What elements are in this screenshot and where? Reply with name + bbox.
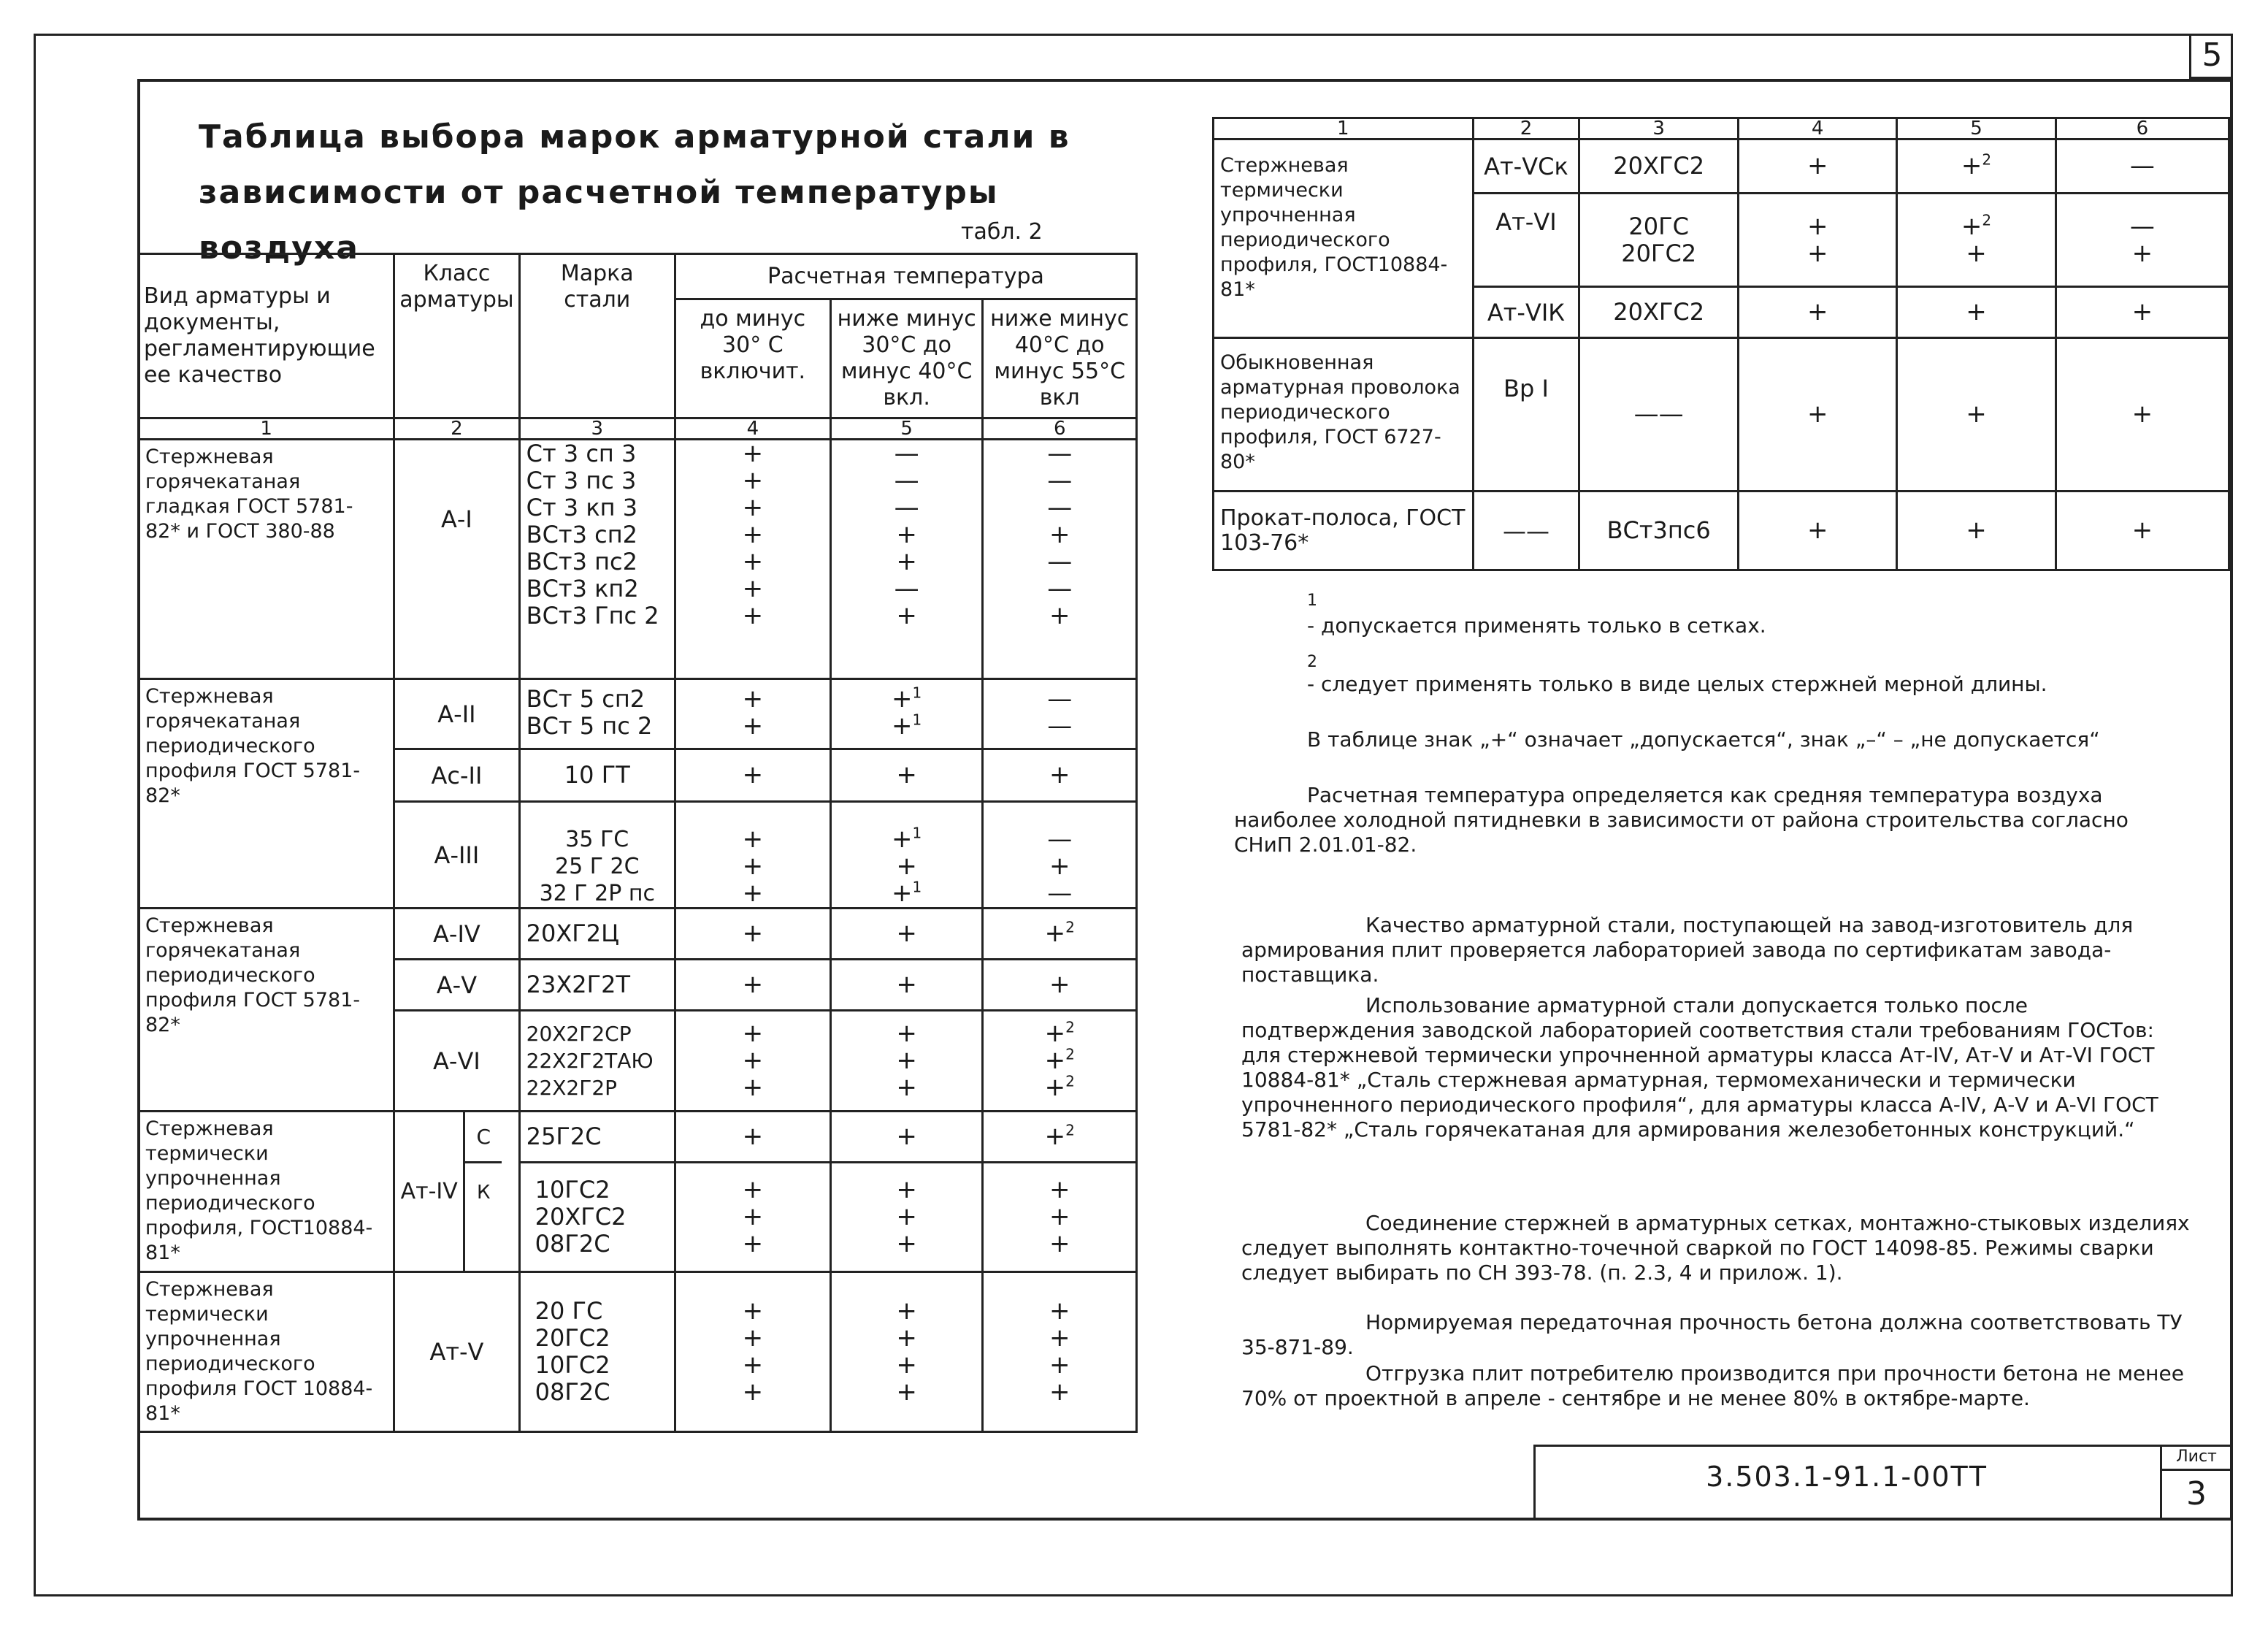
type-cell: Обыкновенная арматурная проволока периодического профиля, ГОСТ 6727-80* (1214, 338, 1474, 492)
grade-list (519, 909, 675, 960)
cell-line: + (2131, 238, 2153, 268)
col-number: 4 (675, 418, 830, 440)
page-title: Таблица выбора марок арматурной стали в зависимости от расчетной температуры воздуха (199, 118, 1070, 267)
cell-line: + (742, 760, 764, 789)
cell-line: + (896, 547, 917, 576)
cell-line: + (896, 970, 917, 999)
sign-list (983, 909, 1137, 960)
cell-line: + (742, 711, 764, 741)
right-steel-table (1212, 117, 2230, 571)
cell-line: + (896, 601, 917, 630)
sign-list (1897, 287, 2056, 338)
cell-line: + (1807, 238, 1828, 268)
sign-list (675, 679, 830, 749)
cell-line: + (742, 1350, 764, 1380)
col-number: 5 (830, 418, 983, 440)
col-number: 6 (983, 418, 1137, 440)
cell-line: + (1966, 516, 1987, 545)
cell-line: + (896, 1350, 917, 1380)
type-cell: Стержневая горячекатаная гладкая ГОСТ 5781-82* и ГОСТ 380-88 (139, 440, 394, 679)
cell-line: ВСт3 кп2 (526, 575, 639, 603)
sign-list (983, 1272, 1137, 1432)
header-temperature: Расчетная температура (675, 254, 1136, 299)
cell-line: Ст 3 кп 3 (526, 494, 638, 521)
cell-line: +$^2$ (1044, 1121, 1075, 1151)
footnote-2-mark: 2 (1307, 653, 1317, 671)
class-cell: А-VI (394, 1011, 519, 1112)
cell-line: —— (1633, 399, 1684, 429)
sheet-number: 5 (2189, 34, 2233, 79)
class-cell: А-II (394, 679, 519, 749)
cell-line: +$^2$ (1961, 211, 1992, 241)
cell-line: + (742, 1377, 764, 1407)
grade-list (1579, 492, 1739, 570)
cell-line: + (742, 1229, 764, 1258)
subclass-k: К (476, 1182, 491, 1204)
cell-line: Ст 3 сп 3 (526, 440, 637, 467)
cell-line: + (742, 520, 764, 549)
cell-line: + (896, 1377, 917, 1407)
type-cell: Стержневая термически упрочненная периодического профиля, ГОСТ10884-81* (139, 1112, 394, 1272)
table-label: табл. 2 (961, 219, 1043, 245)
cell-line: + (896, 1122, 917, 1151)
cell-line: — (1047, 547, 1073, 576)
footnote-2: - следует применять только в виде целых стержней мерной длины. (1307, 672, 2047, 696)
document-code: 3.503.1-91.1-00ТТ (1706, 1461, 1988, 1493)
cell-line: 20ГС2 (1621, 239, 1697, 267)
cell-line: — (1047, 439, 1073, 468)
sign-list (1739, 139, 1897, 194)
cell-line: — (1047, 825, 1073, 854)
cell-line: 08Г2С (535, 1378, 610, 1406)
cell-line: +$^1$ (892, 878, 922, 908)
cell-line: + (742, 1046, 764, 1075)
subclass-c: С (465, 1112, 502, 1163)
cell-line: — (2129, 211, 2155, 241)
sheet-label: Лист (2160, 1445, 2233, 1471)
cell-line: + (896, 1202, 917, 1231)
cell-line: 20Х2Г2СР (526, 1022, 632, 1046)
class-cell: А-V (394, 960, 519, 1011)
cell-line: + (1049, 1175, 1070, 1204)
col-number: 3 (519, 418, 675, 440)
cell-line: + (1966, 238, 1987, 268)
cell-line: 20ГС (1628, 212, 1689, 240)
cell-line: + (1966, 297, 1987, 326)
cell-line: +$^1$ (892, 711, 922, 741)
legend-note: В таблице знак „+“ означает „допускается“, знак „–“ – „не допускается“ (1307, 727, 2100, 752)
left-steel-table (137, 253, 1138, 1433)
cell-line: + (896, 1019, 917, 1048)
cell-line: — (1047, 879, 1073, 908)
class-cell: Ат-VСк (1473, 139, 1579, 194)
cell-line: +$^1$ (892, 684, 922, 714)
cell-line: — (1047, 466, 1073, 495)
temperature-note: Расчетная температура определяется как средняя температура воздуха наиболее холодной пятидневки в зависимости от района строительства согласно СНиП 2.01.01-82. (1234, 783, 2129, 857)
cell-line: + (1049, 520, 1070, 549)
cell-line: 35 ГС (565, 827, 629, 852)
cell-line: ВСт3 сп2 (526, 521, 637, 548)
sign-list (983, 440, 1137, 679)
cell-line: 20ХГ2Ц (526, 919, 619, 947)
cell-line: — (1047, 684, 1073, 714)
cell-line: +$^1$ (892, 824, 922, 854)
cell-line: + (896, 1073, 917, 1102)
col-number: 2 (1473, 118, 1579, 139)
type-cell: Стержневая термически упрочненная периодического профиля, ГОСТ10884-81* (1214, 139, 1474, 338)
cell-line: + (742, 825, 764, 854)
cell-line: — (2129, 151, 2155, 180)
sign-list (830, 1163, 983, 1272)
paragraph-welding: Соединение стержней в арматурных сетках, монтажно-стыковых изделиях следует выполнять контактно-точечной сваркой по ГОСТ 14098-85. Режимы сварки следует выбирать по СН 393-78. (п. 2.3, 4 и прилож. 1). (1241, 1211, 2190, 1285)
sign-list (2056, 139, 2229, 194)
sign-list (830, 960, 983, 1011)
sign-list (2056, 338, 2229, 492)
cell-line: — (1047, 574, 1073, 603)
cell-line: + (742, 466, 764, 495)
sign-list (830, 440, 983, 679)
cell-line: + (896, 1046, 917, 1075)
type-cell: Стержневая термически упрочненная периодического профиля ГОСТ 10884-81* (139, 1272, 394, 1432)
cell-line: +$^2$ (1044, 918, 1075, 948)
grade-list (519, 960, 675, 1011)
class-cell-split (394, 1112, 519, 1272)
grade-list (519, 440, 675, 679)
cell-line: + (1807, 297, 1828, 326)
cell-line: 20ХГС2 (1613, 152, 1705, 180)
cell-line: + (1807, 399, 1828, 429)
cell-line: + (742, 1073, 764, 1102)
sign-list (983, 1011, 1137, 1112)
cell-line: + (896, 919, 917, 948)
grade-list (1579, 287, 1739, 338)
cell-line: + (896, 852, 917, 881)
cell-line: + (742, 1323, 764, 1353)
col-number: 6 (2056, 118, 2229, 139)
cell-line: + (1049, 970, 1070, 999)
paragraph-shipment: Отгрузка плит потребителю производится при прочности бетона не менее 70% от проектной в апреле - сентябре и не менее 80% в октябре-марте. (1241, 1361, 2184, 1410)
cell-line: + (742, 684, 764, 714)
sign-list (830, 1112, 983, 1163)
cell-line: 20ГС2 (535, 1324, 610, 1352)
sign-list (830, 679, 983, 749)
type-cell: Прокат-полоса, ГОСТ 103-76* (1214, 492, 1474, 570)
sign-list (2056, 492, 2229, 570)
cell-line: + (742, 493, 764, 522)
sign-list (675, 1112, 830, 1163)
sign-list (675, 909, 830, 960)
cell-line: + (1049, 760, 1070, 789)
cell-line: + (1049, 1323, 1070, 1353)
cell-line: + (896, 1175, 917, 1204)
col-number: 3 (1579, 118, 1739, 139)
sign-list (675, 1011, 830, 1112)
paragraph-strength: Нормируемая передаточная прочность бетона должна соответствовать ТУ 35-871-89. (1241, 1310, 2183, 1359)
cell-line: + (896, 520, 917, 549)
class-cell: Ат-IV (395, 1112, 465, 1271)
sign-list (830, 749, 983, 802)
grade-list (519, 1163, 675, 1272)
sign-list (1897, 194, 2056, 287)
cell-line: + (1807, 211, 1828, 241)
grade-list (519, 1011, 675, 1112)
cell-line: 25Г2С (526, 1123, 602, 1150)
cell-line: ВСт 5 пс 2 (526, 712, 653, 740)
sign-list (675, 802, 830, 909)
sign-list (1739, 287, 1897, 338)
cell-line: 20 ГС (535, 1297, 603, 1325)
cell-line: + (1049, 1350, 1070, 1380)
cell-line: + (1049, 852, 1070, 881)
header-grade: Марка стали (519, 254, 675, 418)
cell-line: 10 ГТ (564, 761, 630, 789)
cell-line: 32 Г 2Р пс (539, 881, 655, 906)
cell-line: 23Х2Г2Т (526, 971, 631, 998)
sign-list (983, 749, 1137, 802)
cell-line: + (742, 1122, 764, 1151)
col-number: 1 (139, 418, 394, 440)
col-number: 5 (1897, 118, 2056, 139)
cell-line: ВСт 5 сп2 (526, 685, 645, 713)
class-cell: Вр I (1473, 338, 1579, 492)
cell-line: + (742, 879, 764, 908)
cell-line: + (1049, 1296, 1070, 1326)
sign-list (983, 802, 1137, 909)
cell-line: 10ГС2 (535, 1176, 610, 1204)
col-number: 4 (1739, 118, 1897, 139)
cell-line: — (1047, 493, 1073, 522)
cell-line: + (2131, 399, 2153, 429)
cell-line: 10ГС2 (535, 1351, 610, 1379)
cell-line: + (896, 1229, 917, 1258)
cell-line: + (1966, 399, 1987, 429)
class-cell: Ат-VI (1473, 194, 1579, 287)
grade-list (519, 679, 675, 749)
cell-line: ВСт3 пс2 (526, 548, 637, 575)
cell-line: 08Г2С (535, 1230, 610, 1258)
cell-line: — (1047, 711, 1073, 741)
cell-line: + (742, 1296, 764, 1326)
cell-line: + (896, 760, 917, 789)
sign-list (2056, 287, 2229, 338)
class-cell: —— (1473, 492, 1579, 570)
grade-list (1579, 139, 1739, 194)
cell-line: 22Х2Г2ТАЮ (526, 1049, 654, 1073)
sign-list (1739, 338, 1897, 492)
cell-line: 20ХГС2 (535, 1203, 627, 1231)
cell-line: 25 Г 2С (554, 854, 640, 879)
footnote-1-mark: 1 (1307, 592, 1317, 610)
cell-line: — (894, 493, 919, 522)
cell-line: +$^2$ (1044, 1072, 1075, 1102)
cell-line: — (894, 574, 919, 603)
footnote-1: - допускается применять только в сетках. (1307, 613, 1766, 638)
grade-list (519, 749, 675, 802)
cell-line: + (742, 852, 764, 881)
grade-list (1579, 338, 1739, 492)
class-cell: Ат-VIК (1473, 287, 1579, 338)
cell-line: — (894, 466, 919, 495)
cell-line: + (896, 1296, 917, 1326)
sign-list (830, 909, 983, 960)
header-class: Класс арматуры (394, 254, 519, 418)
sign-list (1739, 194, 1897, 287)
cell-line: + (742, 439, 764, 468)
cell-line: + (742, 970, 764, 999)
cell-line: + (1049, 601, 1070, 630)
cell-line: + (1049, 1202, 1070, 1231)
header-type: Вид арматуры и документы, регламентирующие ее качество (139, 254, 394, 418)
cell-line: + (2131, 516, 2153, 545)
header-temp-1: до минус 30° С включит. (675, 299, 830, 418)
paragraph-quality: Качество арматурной стали, поступающей на завод-изготовитель для армирования плит проверяется лабораторией завода по сертификатам завода-поставщика. (1241, 913, 2134, 987)
sheet-value: 3 (2186, 1475, 2207, 1512)
cell-line: ВСт3 Гпс 2 (526, 602, 659, 630)
class-cell: А-III (394, 802, 519, 909)
class-cell: А-IV (394, 909, 519, 960)
sign-list (1897, 338, 2056, 492)
cell-line: 20ХГС2 (1613, 298, 1705, 326)
sign-list (830, 1011, 983, 1112)
sign-list (675, 1163, 830, 1272)
col-number: 2 (394, 418, 519, 440)
sign-list (1739, 492, 1897, 570)
class-cell: Ас-II (394, 749, 519, 802)
cell-line: + (742, 1019, 764, 1048)
cell-line: + (742, 601, 764, 630)
sign-list (983, 679, 1137, 749)
header-temp-3: ниже минус 40°С до минус 55°С вкл (983, 299, 1137, 418)
cell-line: Ст 3 пс 3 (526, 467, 637, 494)
type-cell: Стержневая горячекатаная периодического профиля ГОСТ 5781-82* (139, 679, 394, 909)
sign-list (675, 440, 830, 679)
grade-list (519, 1272, 675, 1432)
header-temp-2: ниже минус 30°С до минус 40°С вкл. (830, 299, 983, 418)
sign-list (830, 1272, 983, 1432)
sign-list (675, 960, 830, 1011)
cell-line: + (2131, 297, 2153, 326)
paragraph-usage: Использование арматурной стали допускается только после подтверждения заводской лабораторией соответствия стали требованиям ГОСТов: для стержневой термически упрочненной арматуры класса Ат-IV, Ат-V и Ат-VI ГОСТ 10884-81* „Сталь стержневая арматурная, термомеханически и термически упрочненного периодического профиля“, для арматуры класса А-IV, А-V и А-VI ГОСТ 5781-82* „Сталь горячекатаная для армирования железобетонных конструкций.“ (1241, 993, 2158, 1141)
type-cell: Стержневая горячекатаная периодического профиля ГОСТ 5781-82* (139, 909, 394, 1112)
cell-line: + (742, 919, 764, 948)
sign-list (983, 1112, 1137, 1163)
cell-line: — (894, 439, 919, 468)
class-cell: А-I (394, 440, 519, 679)
cell-line: + (896, 1323, 917, 1353)
grade-list (519, 1112, 675, 1163)
sign-list (1897, 492, 2056, 570)
cell-line: +$^2$ (1044, 1018, 1075, 1048)
grade-list (1579, 194, 1739, 287)
cell-line: +$^2$ (1961, 150, 1992, 180)
cell-line: +$^2$ (1044, 1045, 1075, 1075)
cell-line: + (742, 547, 764, 576)
cell-line: ВСт3пс6 (1606, 516, 1711, 544)
cell-line: + (1049, 1229, 1070, 1258)
cell-line: + (742, 574, 764, 603)
grade-list (519, 802, 675, 909)
sign-list (675, 749, 830, 802)
sign-list (983, 960, 1137, 1011)
cell-line: 22Х2Г2Р (526, 1076, 618, 1100)
col-number: 1 (1214, 118, 1474, 139)
cell-line: + (1807, 151, 1828, 180)
cell-line: + (1049, 1377, 1070, 1407)
cell-line: + (742, 1202, 764, 1231)
cell-line: + (1807, 516, 1828, 545)
cell-line: + (742, 1175, 764, 1204)
class-cell: Ат-V (394, 1272, 519, 1432)
sign-list (675, 1272, 830, 1432)
sign-list (1897, 139, 2056, 194)
sign-list (830, 802, 983, 909)
sign-list (983, 1163, 1137, 1272)
sign-list (2056, 194, 2229, 287)
